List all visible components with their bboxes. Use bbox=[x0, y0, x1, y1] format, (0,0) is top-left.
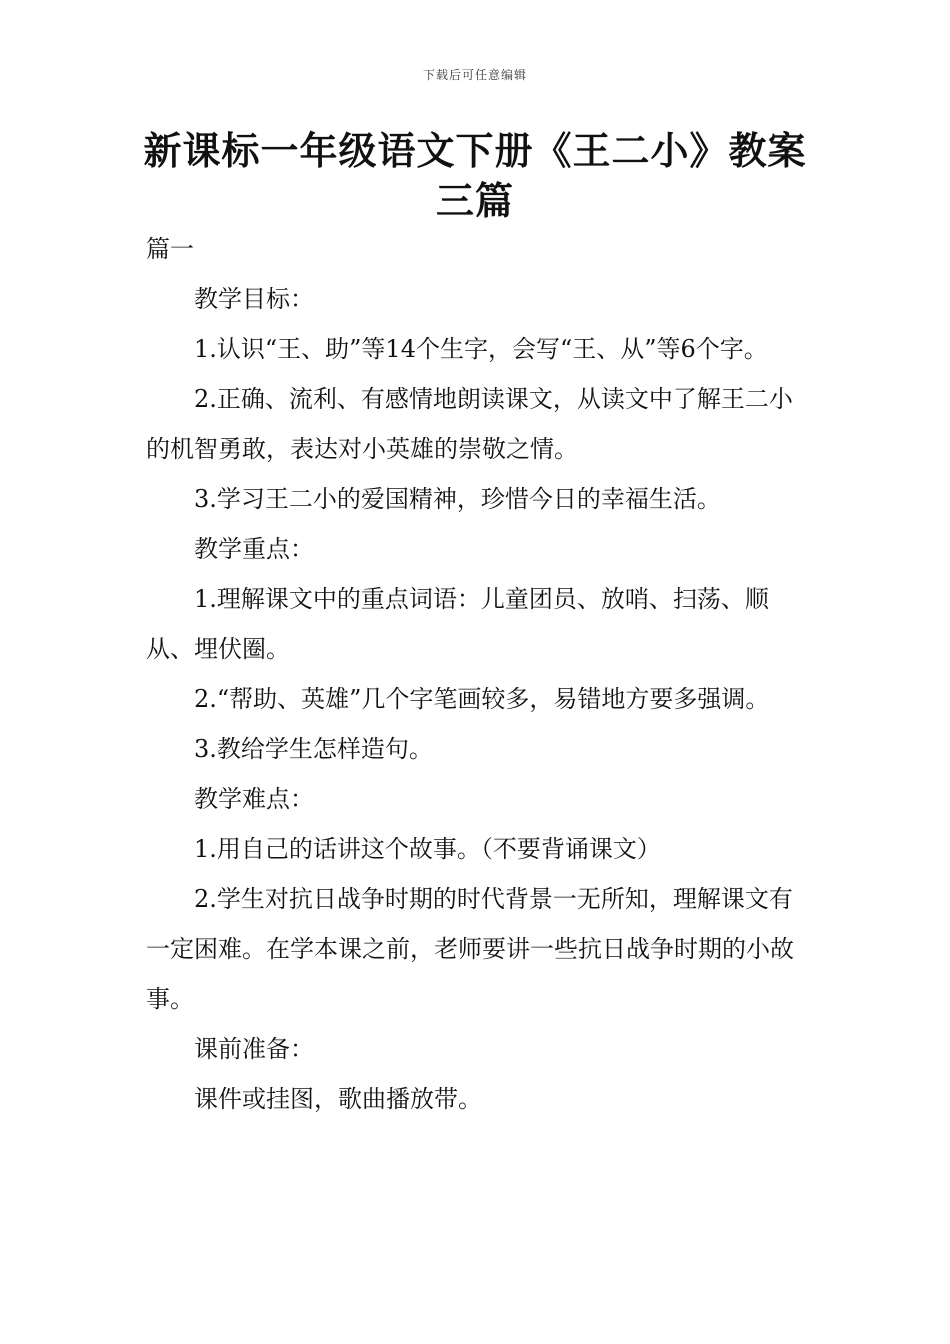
subheading-teaching-goals: 教学目标： bbox=[194, 285, 314, 313]
section-heading: 篇一 bbox=[146, 235, 194, 263]
paragraph: 1.认识“王、助”等14个生字，会写“王、从”等6个字。 bbox=[194, 335, 768, 363]
subheading-preparation: 课前准备： bbox=[194, 1035, 314, 1063]
paragraph: 3.学习王二小的爱国精神，珍惜今日的幸福生活。 bbox=[194, 485, 721, 513]
document-body bbox=[146, 224, 810, 1124]
paragraph: 1.用自己的话讲这个故事。（不要背诵课文） bbox=[194, 835, 661, 863]
paragraph: 2.学生对抗日战争时期的时代背景一无所知，理解课文有一定困难。在学本课之前，老师要讲一些抗日战争时期的小故事。 bbox=[146, 885, 794, 1013]
paragraph: 3.教给学生怎样造句。 bbox=[194, 735, 433, 763]
subheading-key-points: 教学重点： bbox=[194, 535, 314, 563]
paragraph: 1.理解课文中的重点词语：儿童团员、放哨、扫荡、顺从、埋伏圈。 bbox=[146, 585, 769, 663]
paragraph: 2.“帮助、英雄”几个字笔画较多，易错地方要多强调。 bbox=[194, 685, 770, 713]
subheading-difficulties: 教学难点： bbox=[194, 785, 314, 813]
document-title: 新课标一年级语文下册《王二小》教案三篇 bbox=[143, 129, 807, 223]
paragraph: 2.正确、流利、有感情地朗读课文，从读文中了解王二小的机智勇敢，表达对小英雄的崇敬之情。 bbox=[146, 385, 793, 463]
page-header-note: 下载后可任意编辑 bbox=[422, 68, 527, 82]
paragraph: 课件或挂图，歌曲播放带。 bbox=[194, 1085, 482, 1113]
